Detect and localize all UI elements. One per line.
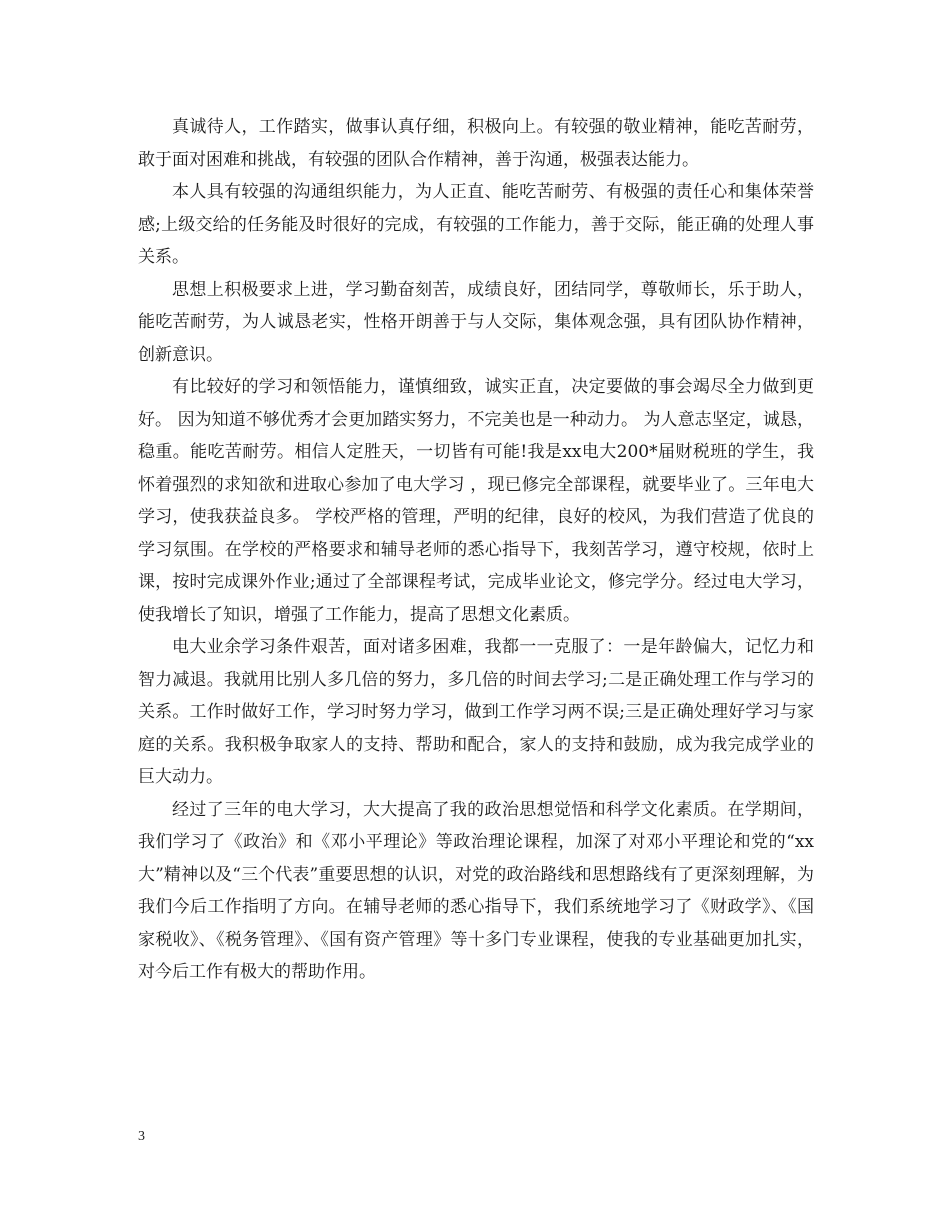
document-body bbox=[138, 111, 814, 989]
page-number: 3 bbox=[138, 1129, 145, 1144]
paragraph-1: 真诚待人，工作踏实，做事认真仔细，积极向上。有较强的敬业精神，能吃苦耐劳，敢于面对困难和挑战，有较强的团队合作精神，善于沟通，极强表达能力。 bbox=[138, 117, 814, 170]
paragraph-6: 经过了三年的电大学习，大大提高了我的政治思想觉悟和科学文化素质。在学期间，我们学习了《政治》和《邓小平理论》等政治理论课程，加深了对邓小平理论和党的“xx大”精神以及“三个代表”重要思想的认识，对党的政治路线和思想路线有了更深刻理解，为我们今后工作指明了方向。在辅导老师的悉心指导下，我们系统地学习了《财政学》、《国家税收》、《税务管理》、《国有资产管理》等十多门专业课程，使我的专业基础更加扎实，对今后工作有极大的帮助作用。 bbox=[138, 799, 814, 982]
paragraph-4: 有比较好的学习和领悟能力，谨慎细致，诚实正直，决定要做的事会竭尽全力做到更好。 因为知道不够优秀才会更加踏实努力，不完美也是一种动力。 为人意志坚定，诚恳，稳重。能吃苦耐劳。相信人定胜天，一切皆有可能!我是xx电大200*届财税班的学生，我怀着强烈的求知欲和进取心参加了电大学习 ，现已修完全部课程，就要毕业了。三年电大学习，使我获益良多。 学校严格的管理，严明的纪律，良好的校风，为我们营造了优良的学习氛围。在学校的严格要求和辅导老师的悉心指导下，我刻苦学习，遵守校规，依时上课，按时完成课外作业;通过了全部课程考试，完成毕业论文，修完学分。经过电大学习，使我增长了知识，增强了工作能力，提高了思想文化素质。 bbox=[138, 377, 814, 625]
paragraph-3: 思想上积极要求上进，学习勤奋刻苦，成绩良好，团结同学，尊敬师长，乐于助人，能吃苦耐劳，为人诚恳老实，性格开朗善于与人交际，集体观念强，具有团队协作精神，创新意识。 bbox=[138, 279, 814, 365]
paragraph-5: 电大业余学习条件艰苦，面对诸多困难，我都一一克服了：一是年龄偏大，记忆力和智力减退。我就用比别人多几倍的努力，多几倍的时间去学习;二是正确处理工作与学习的关系。工作时做好工作，学习时努力学习，做到工作学习两不误;三是正确处理好学习与家庭的关系。我积极争取家人的支持、帮助和配合，家人的支持和鼓励，成为我完成学业的巨大动力。 bbox=[138, 637, 814, 787]
paragraph-2: 本人具有较强的沟通组织能力，为人正直、能吃苦耐劳、有极强的责任心和集体荣誉感;上级交给的任务能及时很好的完成，有较强的工作能力，善于交际，能正确的处理人事关系。 bbox=[138, 182, 814, 267]
